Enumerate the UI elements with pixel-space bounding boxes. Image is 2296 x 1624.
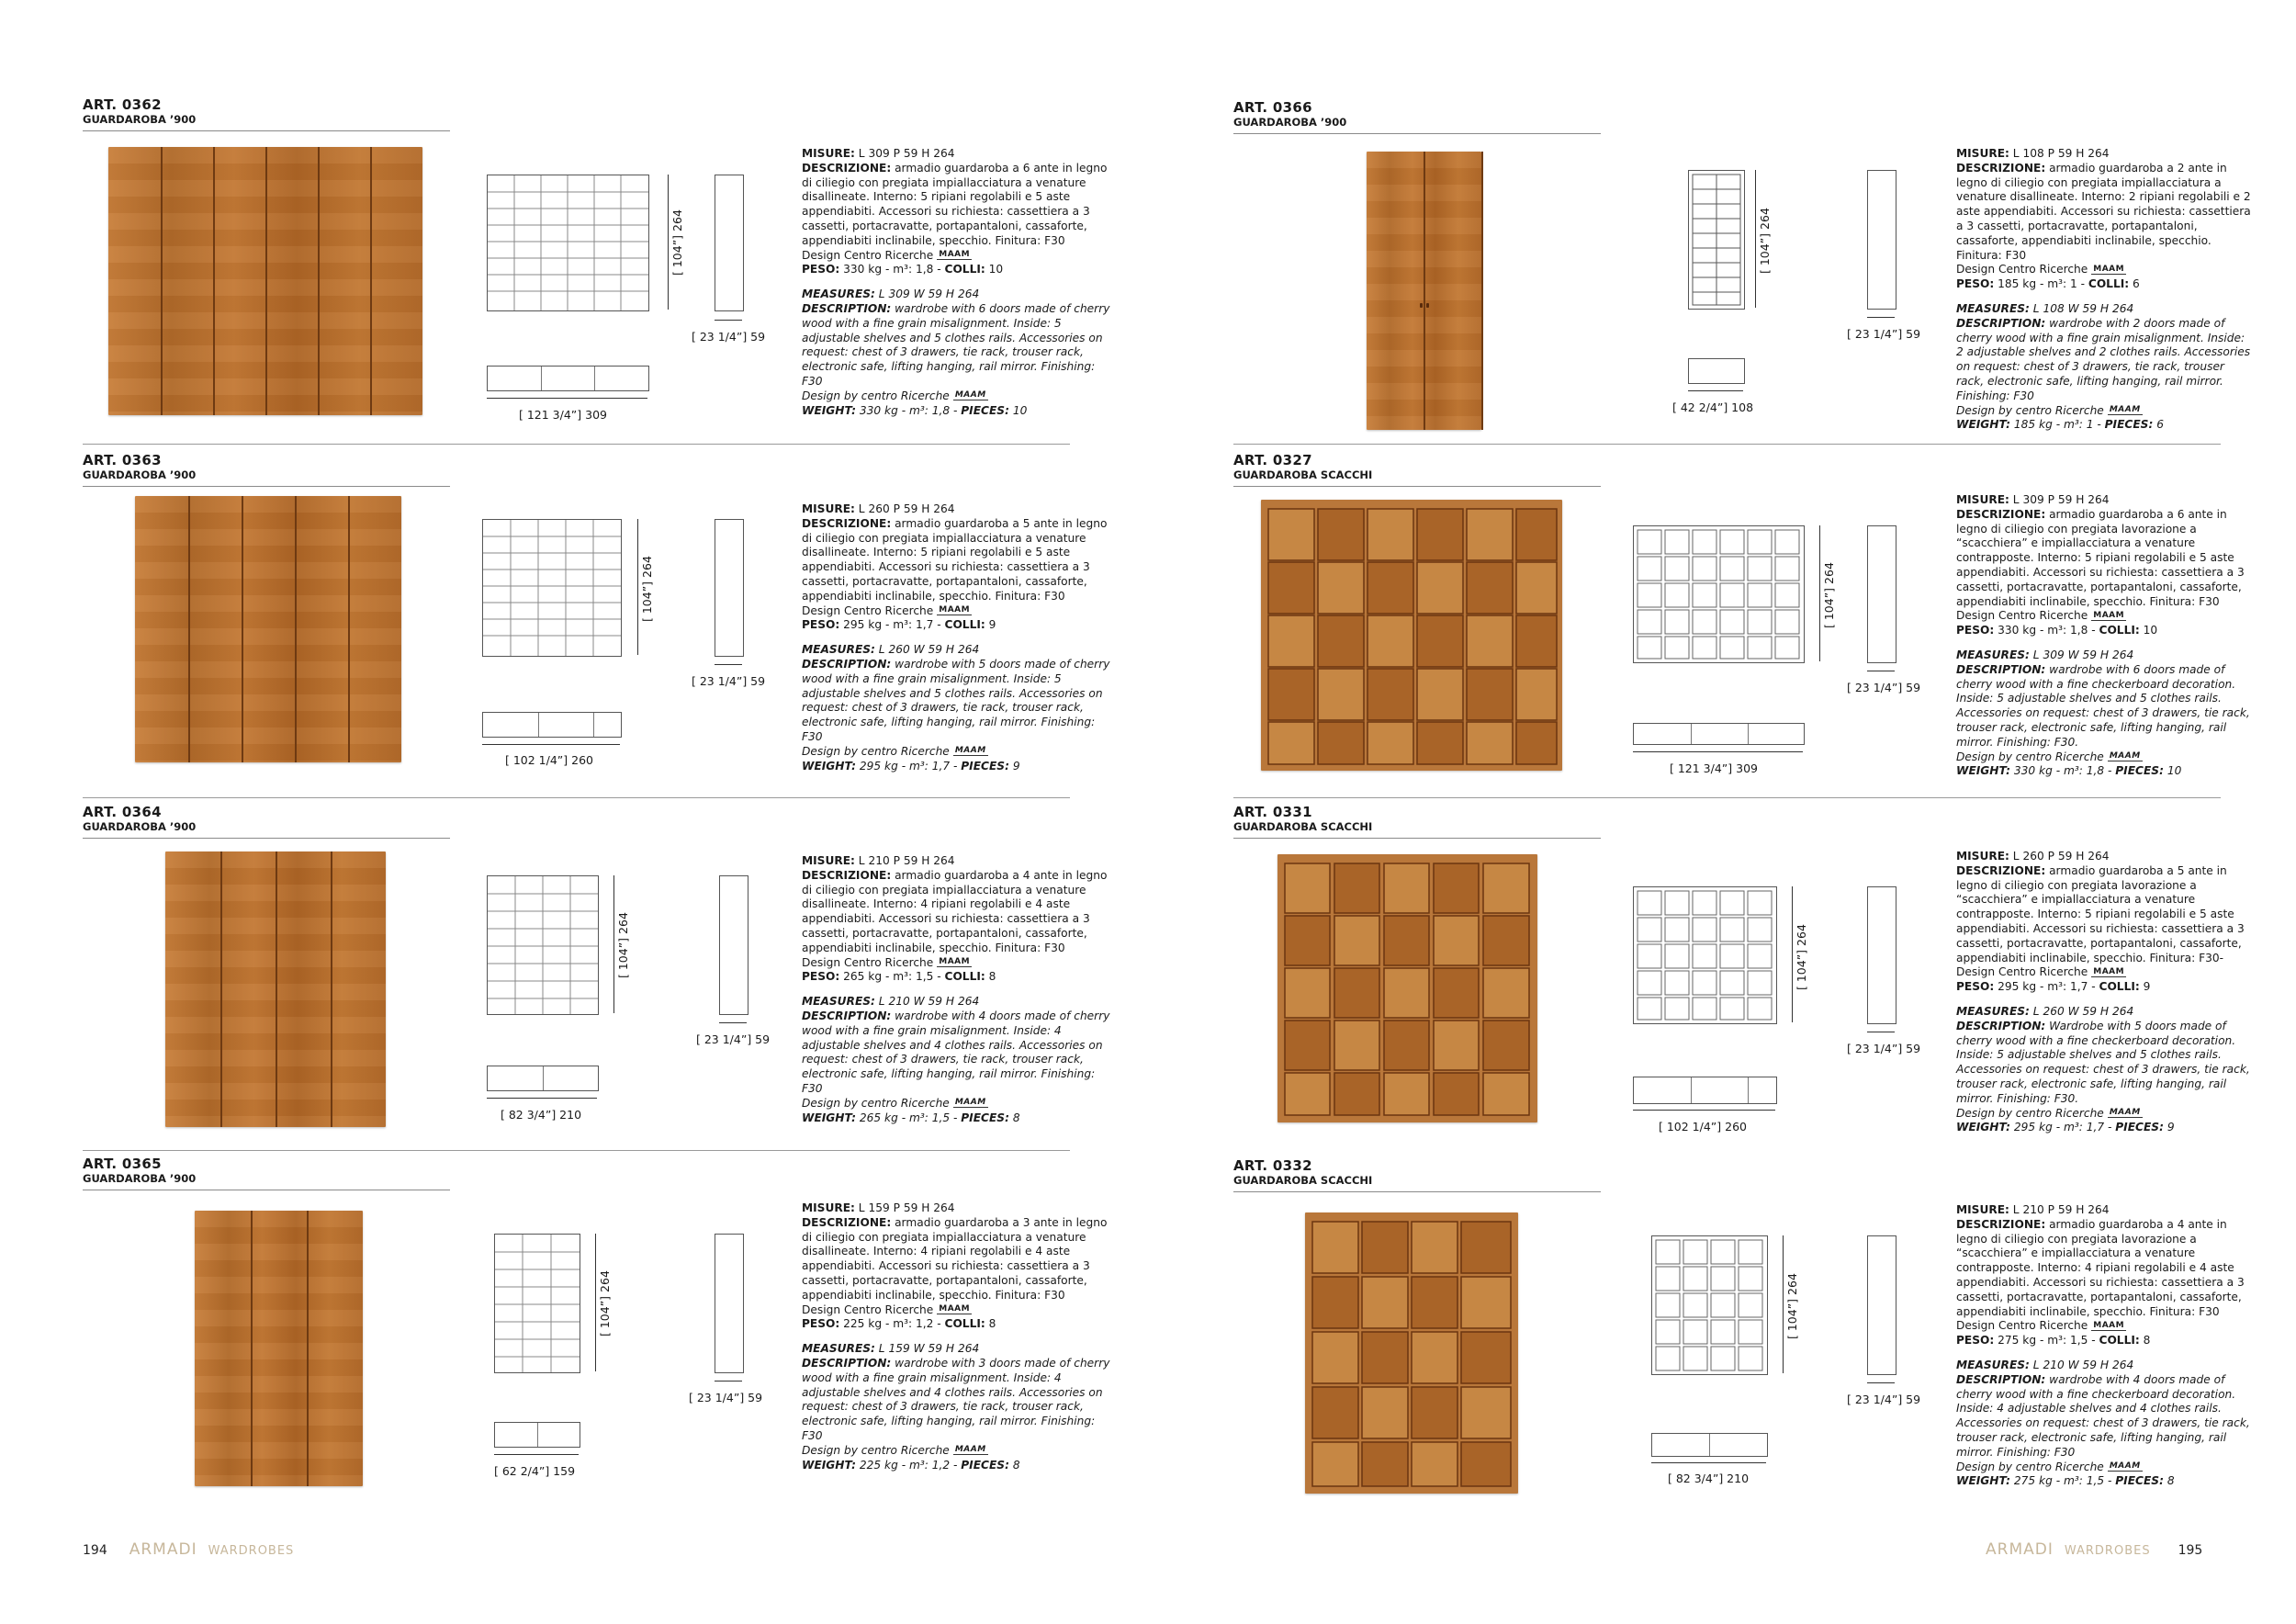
section-title-en: WARDROBES — [2064, 1544, 2151, 1558]
maam-logo: MAAM — [2109, 751, 2141, 761]
side-drawing — [715, 1234, 744, 1373]
depth-dim-line — [719, 1022, 747, 1023]
front-drawing — [1633, 886, 1777, 1024]
product-0362 — [83, 96, 1110, 422]
product-0363 — [83, 452, 1110, 773]
article-subtitle: GUARDAROBA ’900 — [83, 1172, 197, 1185]
front-drawing — [487, 875, 599, 1015]
article-subtitle: GUARDAROBA ’900 — [83, 113, 197, 126]
description-block: MISURE: L 309 P 59 H 264 DESCRIZIONE: armadio guardaroba a 6 ante in legno di ciliegio con pregiata lavorazione a “scacchiera” e impiallacciatura a venature contrapposte. Interno: 5 ripiani regolabili e 5 aste appendiabiti. Accessori su richiesta: cassettiera a 3 cassetti, portacravatte, portapantaloni, cassaforte, appendiabiti inclinabile, specchio. Finitura: F30 Design Centro Ricerche MAAM PESO: 330 kg - m³: 1,8 - COLLI: 10 MEASURES: L 309 W 59 H 264 DESCRIPTION: wardrobe with 6 doors made of cherry wood with a fine checkerboard decoration. Inside: 5 adjustable shelves and 5 clothes rails. Accessories on request: chest of 3 drawers, tie rack, trouser rack, electronic safe, lifting hanging, rail mirror. Finishing: F30. Design by centro Ricerche MAAM WEIGHT: 330 kg - m³: 1,8 - PIECES: 10 — [1956, 493, 2250, 778]
front-drawing — [482, 519, 622, 657]
section-title: ARMADI — [129, 1540, 197, 1559]
checker-pattern — [1305, 1212, 1518, 1494]
header-rule — [83, 130, 450, 131]
wardrobe-photo — [165, 851, 386, 1127]
height-dim: [ 104”] 264 — [640, 556, 654, 622]
width-dim-line — [1633, 751, 1803, 752]
width-dim: [ 121 3/4”] 309 — [1670, 761, 1758, 775]
width-dim: [ 42 2/4”] 108 — [1672, 400, 1754, 414]
door — [161, 147, 215, 415]
article-number: ART. 0332 — [1233, 1157, 1312, 1174]
side-drawing — [1867, 886, 1896, 1024]
page-number: 194 — [83, 1543, 107, 1558]
description-block: MISURE: L 260 P 59 H 264 DESCRIZIONE: armadio guardaroba a 5 ante in legno di ciliegio con pregiata impiallacciatura a venature disallineate. Interno: 5 ripiani regolabili e 5 aste appendiabiti. Accessori su richiesta: cassettiera a 3 cassetti, portacravatte, portapantaloni, cassaforte, appendiabiti inclinabile, specchio. Finitura: F30 Design Centro Ricerche MAAM PESO: 295 kg - m³: 1,7 - COLLI: 9 MEASURES: L 260 W 59 H 264 DESCRIPTION: wardrobe with 5 doors made of cherry wood with a fine grain misalignment. Inside: 5 adjustable shelves and 5 clothes rails. Accessories on request: chest of 3 drawers, tie rack, trouser rack, electronic safe, lifting hanging, rail mirror. Finishing: F30 Design by centro Ricerche MAAM WEIGHT: 295 kg - m³: 1,7 - PIECES: 9 — [802, 502, 1110, 773]
front-drawing — [1688, 170, 1745, 310]
article-number: ART. 0331 — [1233, 804, 1312, 820]
side-drawing — [715, 519, 744, 657]
maam-logo: MAAM — [2093, 264, 2125, 274]
article-number: ART. 0327 — [1233, 452, 1312, 468]
front-drawing — [1633, 525, 1805, 663]
row-separator — [83, 797, 1070, 798]
door — [1367, 152, 1425, 430]
checker-wardrobe-photo — [1277, 854, 1537, 1122]
article-number: ART. 0363 — [83, 452, 162, 468]
side-drawing — [1867, 170, 1896, 310]
maam-logo: MAAM — [939, 605, 971, 615]
depth-dim: [ 23 1/4”] 59 — [692, 674, 766, 688]
width-dim-line — [1688, 390, 1743, 391]
door — [188, 496, 243, 762]
door-knob — [1426, 303, 1429, 308]
wardrobe-photo — [108, 147, 422, 415]
height-dim: [ 104”] 264 — [598, 1270, 612, 1336]
door — [348, 496, 401, 762]
row-separator — [83, 444, 1070, 445]
maam-logo: MAAM — [2093, 966, 2125, 976]
article-number: ART. 0362 — [83, 96, 162, 113]
depth-dim-line — [1867, 1382, 1895, 1383]
description-block: MISURE: L 159 P 59 H 264 DESCRIZIONE: armadio guardaroba a 3 ante in legno di ciliegio con pregiata impiallacciatura a venature disallineate. Interno: 4 ripiani regolabili e 4 aste appendiabiti. Accessori su richiesta: cassettiera a 3 cassetti, portacravatte, portapantaloni, cassaforte, appendiabiti inclinabile, specchio. Finitura: F30 Design Centro Ricerche MAAM PESO: 225 kg - m³: 1,2 - COLLI: 8 MEASURES: L 159 W 59 H 264 DESCRIPTION: wardrobe with 3 doors made of cherry wood with a fine grain misalignment. Inside: 4 adjustable shelves and 4 clothes rails. Accessories on request: chest of 3 drawers, tie rack, trouser rack, electronic safe, lifting hanging, rail mirror. Finishing: F30 Design by centro Ricerche MAAM WEIGHT: 225 kg - m³: 1,2 - PIECES: 8 — [802, 1201, 1110, 1472]
maam-logo: MAAM — [939, 957, 971, 967]
width-dim-line — [487, 398, 647, 399]
front-drawing — [487, 175, 649, 311]
front-drawing — [494, 1234, 580, 1373]
wardrobe-photo — [135, 496, 401, 762]
width-dim: [ 82 3/4”] 210 — [501, 1108, 582, 1122]
height-dim: [ 104”] 264 — [1822, 562, 1836, 628]
depth-dim: [ 23 1/4”] 59 — [689, 1391, 763, 1404]
article-number: ART. 0365 — [83, 1156, 162, 1172]
plan-drawing — [482, 712, 622, 738]
description-block: MISURE: L 309 P 59 H 264 DESCRIZIONE: armadio guardaroba a 6 ante in legno di ciliegio con pregiata impiallacciatura a venature disallineate. Interno: 5 ripiani regolabili e 5 aste appendiabiti. Accessori su richiesta: cassettiera a 3 cassetti, portacravatte, portapantaloni, cassaforte, appendiabiti inclinabile, specchio. Finitura: F30 Design Centro Ricerche MAAM PESO: 330 kg - m³: 1,8 - COLLI: 10 MEASURES: L 309 W 59 H 264 DESCRIPTION: wardrobe with 6 doors made of cherry wood with a fine grain misalignment. Inside: 5 adjustable shelves and 5 clothes rails. Accessories on request: chest of 3 drawers, tie rack, trouser rack, electronic safe, lifting hanging, rail mirror. Finishing: F30 Design by centro Ricerche MAAM WEIGHT: 330 kg - m³: 1,8 - PIECES: 10 — [802, 147, 1110, 417]
footer-right — [1986, 1540, 2202, 1559]
height-dim-line — [1755, 170, 1756, 308]
width-dim: [ 82 3/4”] 210 — [1668, 1472, 1750, 1485]
page-number: 195 — [2178, 1543, 2203, 1558]
article-subtitle: GUARDAROBA ’900 — [83, 468, 197, 481]
door — [370, 147, 422, 415]
product-0331 — [1233, 804, 2250, 1134]
height-dim-line — [637, 519, 638, 655]
height-dim-line — [1819, 525, 1820, 661]
description-block: MISURE: L 210 P 59 H 264 DESCRIZIONE: armadio guardaroba a 4 ante in legno di ciliegio con pregiata impiallacciatura a venature disallineate. Interno: 4 ripiani regolabili e 4 aste appendiabiti. Accessori su richiesta: cassettiera a 3 cassetti, portacravatte, portapantaloni, cassaforte, appendiabiti inclinabile, specchio. Finitura: F30 Design Centro Ricerche MAAM PESO: 265 kg - m³: 1,5 - COLLI: 8 MEASURES: L 210 W 59 H 264 DESCRIPTION: wardrobe with 4 doors made of cherry wood with a fine grain misalignment. Inside: 4 adjustable shelves and 4 clothes rails. Accessories on request: chest of 3 drawers, tie rack, trouser rack, electronic safe, lifting hanging, rail mirror. Finishing: F30 Design by centro Ricerche MAAM WEIGHT: 265 kg - m³: 1,5 - PIECES: 8 — [802, 854, 1110, 1124]
row-separator — [1233, 797, 2221, 798]
maam-logo: MAAM — [2093, 610, 2125, 620]
section-title: ARMADI — [1986, 1540, 2054, 1559]
door — [165, 851, 222, 1127]
product-0364 — [83, 804, 1110, 1124]
height-dim: [ 104”] 264 — [616, 912, 630, 978]
product-0332 — [1233, 1157, 2250, 1488]
door — [1424, 152, 1483, 430]
door — [331, 851, 386, 1127]
wardrobe-photo — [1367, 152, 1481, 430]
article-subtitle: GUARDAROBA SCACCHI — [1233, 1174, 1373, 1187]
door — [307, 1211, 363, 1486]
maam-logo: MAAM — [2093, 1320, 2125, 1330]
door — [242, 496, 297, 762]
depth-dim: [ 23 1/4”] 59 — [1847, 681, 1921, 694]
height-dim: [ 104”] 264 — [1758, 208, 1772, 274]
checker-wardrobe-photo — [1261, 500, 1562, 771]
article-number: ART. 0364 — [83, 804, 162, 820]
width-dim-line — [482, 744, 620, 745]
maam-logo: MAAM — [954, 1098, 986, 1108]
maam-logo: MAAM — [2109, 1461, 2141, 1472]
plan-drawing — [487, 366, 649, 391]
header-rule — [83, 838, 450, 839]
product-0327 — [1233, 452, 2250, 778]
width-dim: [ 62 2/4”] 159 — [494, 1464, 576, 1478]
plan-drawing — [494, 1422, 580, 1448]
maam-logo: MAAM — [954, 1445, 986, 1455]
checker-pattern — [1261, 500, 1562, 771]
row-separator — [1233, 444, 2221, 445]
header-rule — [1233, 486, 1601, 487]
description-block: MISURE: L 210 P 59 H 264 DESCRIZIONE: armadio guardaroba a 4 ante in legno di ciliegio con pregiata lavorazione a “scacchiera” e impiallacciatura a venature contrapposte. Interno: 4 ripiani regolabili e 4 aste appendiabiti. Accessori su richiesta: cassettiera a 3 cassetti, portacravatte, portapantaloni, cassaforte, appendiabiti inclinabile, specchio. Finitura: F30 Design Centro Ricerche MAAM PESO: 275 kg - m³: 1,5 - COLLI: 8 MEASURES: L 210 W 59 H 264 DESCRIPTION: wardrobe with 4 doors made of cherry wood with a fine checkerboard decoration. Inside: 4 adjustable shelves and 4 clothes rails. Accessories on request: chest of 3 drawers, tie rack, trouser rack, electronic safe, lifting hanging, rail mirror. Finishing: F30 Design by centro Ricerche MAAM WEIGHT: 275 kg - m³: 1,5 - PIECES: 8 — [1956, 1203, 2250, 1488]
height-dim-line — [1783, 1235, 1784, 1373]
checker-wardrobe-photo — [1305, 1212, 1518, 1494]
maam-logo: MAAM — [2109, 1108, 2141, 1118]
maam-logo: MAAM — [954, 746, 986, 756]
article-number: ART. 0366 — [1233, 99, 1312, 116]
article-subtitle: GUARDAROBA ’900 — [83, 820, 197, 833]
side-drawing — [1867, 525, 1896, 663]
side-drawing — [719, 875, 748, 1015]
height-dim-line — [613, 875, 614, 1013]
article-subtitle: GUARDAROBA SCACCHI — [1233, 820, 1373, 833]
wardrobe-photo — [195, 1211, 363, 1486]
header-rule — [1233, 133, 1601, 134]
product-0365 — [83, 1156, 1110, 1478]
plan-drawing — [1633, 723, 1805, 745]
door — [195, 1211, 253, 1486]
maam-logo: MAAM — [939, 250, 971, 260]
width-dim-line — [1651, 1462, 1766, 1463]
depth-dim-line — [715, 320, 742, 321]
door — [295, 496, 350, 762]
side-drawing — [1867, 1235, 1896, 1375]
height-dim-line — [668, 175, 669, 310]
depth-dim-line — [715, 664, 742, 665]
depth-dim: [ 23 1/4”] 59 — [1847, 327, 1921, 341]
height-dim: [ 104”] 264 — [1795, 924, 1808, 990]
section-title-en: WARDROBES — [208, 1544, 295, 1558]
product-0366 — [1233, 99, 2251, 432]
door — [220, 851, 277, 1127]
door — [265, 147, 320, 415]
depth-dim: [ 23 1/4”] 59 — [1847, 1042, 1921, 1055]
height-dim-line — [595, 1234, 596, 1371]
door — [135, 496, 190, 762]
maam-logo: MAAM — [954, 390, 986, 400]
plan-drawing — [1651, 1433, 1768, 1457]
depth-dim: [ 23 1/4”] 59 — [1847, 1393, 1921, 1406]
plan-drawing — [1688, 358, 1745, 384]
checker-pattern — [1277, 854, 1537, 1122]
front-drawing — [1651, 1235, 1768, 1375]
width-dim-line — [494, 1454, 579, 1455]
height-dim: [ 104”] 264 — [1785, 1273, 1799, 1339]
width-dim-line — [1633, 1110, 1775, 1111]
maam-logo: MAAM — [2109, 405, 2141, 415]
depth-dim-line — [1867, 317, 1895, 318]
plan-drawing — [1633, 1077, 1777, 1104]
description-block: MISURE: L 260 P 59 H 264 DESCRIZIONE: armadio guardaroba a 5 ante in legno di ciliegio con pregiata lavorazione a “scacchiera” e impiallacciatura a venature contrapposte. Interno: 5 ripiani regolabili e 5 aste appendiabiti. Accessori su richiesta: cassettiera a 3 cassetti, portacravatte, portapantaloni, cassaforte, appendiabiti inclinabile, specchio. Finitura: F30- Design Centro Ricerche MAAM PESO: 295 kg - m³: 1,7 - COLLI: 9 MEASURES: L 260 W 59 H 264 DESCRIPTION: Wardrobe with 5 doors made of cherry wood with a fine checkerboard decoration. Inside: 5 adjustable shelves and 5 clothes rails. Accessories on request: chest of 3 drawers, tie rack, trouser rack, electronic safe, lifting hanging, rail mirror. Finishing: F30. Design by centro Ricerche MAAM WEIGHT: 295 kg - m³: 1,7 - PIECES: 9 — [1956, 850, 2250, 1134]
description-block: MISURE: L 108 P 59 H 264 DESCRIZIONE: armadio guardaroba a 2 ante in legno di ciliegio con pregiata impiallacciatura a venature disallineate. Interno: 2 ripiani regolabili e 2 aste appendiabiti. Accessori su richiesta: cassettiera a 3 cassetti, portacravatte, portapantaloni, cassaforte, appendiabiti inclinabile, specchio. Finitura: F30 Design Centro Ricerche MAAM PESO: 185 kg - m³: 1 - COLLI: 6 MEASURES: L 108 W 59 H 264 DESCRIPTION: wardrobe with 2 doors made of cherry wood with a fine grain misalignment. Inside: 2 adjustable shelves and 2 clothes rails. Accessories on request: chest of 3 drawers, tie rack, trouser rack, electronic safe, lifting hanging, rail mirror. Finishing: F30 Design by centro Ricerche MAAM WEIGHT: 185 kg - m³: 1 - PIECES: 6 — [1956, 147, 2251, 432]
width-dim: [ 102 1/4”] 260 — [505, 753, 593, 767]
door — [318, 147, 372, 415]
height-dim-line — [1792, 886, 1793, 1022]
article-subtitle: GUARDAROBA SCACCHI — [1233, 468, 1373, 481]
width-dim: [ 121 3/4”] 309 — [519, 408, 607, 422]
width-dim-line — [487, 1098, 597, 1099]
maam-logo: MAAM — [939, 1304, 971, 1314]
depth-dim: [ 23 1/4”] 59 — [696, 1032, 771, 1046]
door — [276, 851, 332, 1127]
door — [251, 1211, 309, 1486]
depth-dim: [ 23 1/4”] 59 — [692, 330, 766, 344]
side-drawing — [715, 175, 744, 311]
width-dim: [ 102 1/4”] 260 — [1659, 1120, 1747, 1133]
header-rule — [83, 486, 450, 487]
door — [213, 147, 267, 415]
plan-drawing — [487, 1066, 599, 1091]
article-subtitle: GUARDAROBA ’900 — [1233, 116, 1347, 129]
door-knob — [1420, 303, 1423, 308]
door — [108, 147, 163, 415]
height-dim: [ 104”] 264 — [670, 209, 684, 276]
depth-dim-line — [715, 1381, 742, 1382]
header-rule — [1233, 838, 1601, 839]
row-separator — [83, 1150, 1070, 1151]
header-rule — [1233, 1191, 1601, 1192]
footer-left — [83, 1540, 294, 1559]
